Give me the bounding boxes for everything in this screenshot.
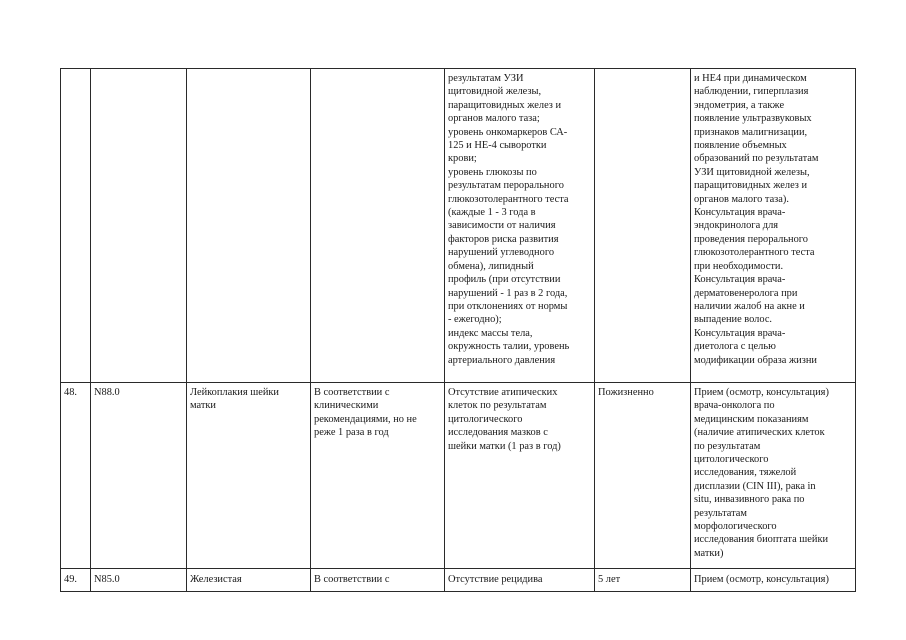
table-body bbox=[61, 69, 856, 592]
text-line: эндометрия, а также bbox=[694, 99, 785, 111]
text-line: уровень онкомаркеров СА- bbox=[448, 126, 568, 138]
text-line: матки bbox=[190, 400, 216, 412]
cell-icd-code bbox=[91, 569, 187, 592]
text-line: появление объемных bbox=[694, 140, 787, 152]
text-line: рекомендациями, но не bbox=[314, 413, 417, 425]
text-line: В соответствии с bbox=[314, 387, 390, 398]
text-line: обмена), липидный bbox=[448, 260, 534, 272]
cell-diagnosis bbox=[187, 383, 311, 569]
text-line: и НЕ4 при динамическом bbox=[694, 73, 807, 84]
cell-recommendations bbox=[691, 383, 856, 569]
cell-duration bbox=[595, 69, 691, 383]
text-line: исследования, тяжелой bbox=[694, 467, 797, 479]
text-line: исследования биоптата шейки bbox=[694, 534, 829, 546]
text-line: Консультация врача- bbox=[694, 207, 786, 219]
text-line: медицинским показаниям bbox=[694, 413, 809, 425]
text-line: щитовидной железы, bbox=[448, 86, 542, 98]
text-line: органов малого таза). bbox=[694, 193, 789, 205]
text-line: Пожизненно bbox=[598, 387, 654, 398]
text-line: клиническими bbox=[314, 400, 379, 412]
table-row-continuation bbox=[61, 69, 856, 383]
text-line: результатам УЗИ bbox=[448, 73, 524, 84]
text-line: дисплазии (CIN III), рака in bbox=[694, 480, 816, 492]
text-line: Отсутствие атипических bbox=[448, 387, 558, 398]
text-line: 125 и НЕ-4 сыворотки bbox=[448, 140, 547, 152]
text-line: клеток по результатам bbox=[448, 400, 547, 412]
text-line: наличии жалоб на акне и bbox=[694, 300, 805, 312]
text-line: Железистая bbox=[190, 574, 242, 585]
text-line: наблюдении, гиперплазия bbox=[694, 86, 809, 98]
text-line: глюкозотолерантного теста bbox=[448, 193, 569, 205]
text-line: уровень глюкозы по bbox=[448, 166, 537, 178]
text-line: Отсутствие рецидива bbox=[448, 574, 543, 585]
cell-frequency bbox=[311, 383, 445, 569]
text-line: исследования мазков с bbox=[448, 427, 548, 439]
text-line: при отклонениях от нормы bbox=[448, 300, 568, 312]
cell-diagnosis bbox=[187, 569, 311, 592]
text-line: - ежегодно); bbox=[448, 314, 502, 326]
text-line: зависимости от наличия bbox=[448, 220, 556, 232]
text-line: Прием (осмотр, консультация) bbox=[694, 387, 829, 398]
cell-recommendations bbox=[691, 569, 856, 592]
text-line: модификации образа жизни bbox=[694, 354, 817, 366]
cell-control-indicators bbox=[445, 383, 595, 569]
cell-icd-code bbox=[91, 383, 187, 569]
cell-frequency bbox=[311, 569, 445, 592]
text-line: матки) bbox=[694, 547, 724, 559]
text-line: факторов риска развития bbox=[448, 233, 559, 245]
text-line: результатам bbox=[694, 507, 747, 519]
text-line: образований по результатам bbox=[694, 153, 819, 165]
text-line: органов малого таза; bbox=[448, 113, 540, 125]
text-line: признаков малигнизации, bbox=[694, 126, 808, 138]
text-line: УЗИ щитовидной железы, bbox=[694, 166, 810, 178]
text-line: Консультация врача- bbox=[694, 327, 786, 339]
text-line: паращитовидных желез и bbox=[694, 180, 808, 192]
text-line: результатам перорального bbox=[448, 180, 564, 192]
text-line: проведения перорального bbox=[694, 233, 809, 245]
cell-recommendations bbox=[691, 69, 856, 383]
cell-icd-code bbox=[91, 69, 187, 383]
text-line: эндокринолога для bbox=[694, 220, 779, 232]
text-line: N85.0 bbox=[94, 574, 120, 585]
text-line: situ, инвазивного рака по bbox=[694, 494, 805, 506]
text-line: Лейкоплакия шейки bbox=[190, 387, 279, 398]
text-line: цитологического bbox=[694, 454, 769, 466]
text-line: выпадение волос. bbox=[694, 314, 773, 326]
text-line: паращитовидных желез и bbox=[448, 99, 562, 111]
text-line: врача-онколога по bbox=[694, 400, 775, 412]
table-row-48 bbox=[61, 383, 856, 569]
text-line: появление ультразвуковых bbox=[694, 113, 812, 125]
text-line: дерматовенеролога при bbox=[694, 287, 798, 299]
cell-number bbox=[61, 69, 91, 383]
text-line: морфологического bbox=[694, 521, 777, 533]
cell-duration bbox=[595, 383, 691, 569]
text-line: В соответствии с bbox=[314, 574, 390, 585]
text-line: шейки матки (1 раз в год) bbox=[448, 440, 561, 452]
text-line: 5 лет bbox=[598, 574, 621, 585]
cell-diagnosis bbox=[187, 69, 311, 383]
text-line: диетолога с целью bbox=[694, 341, 776, 353]
text-line: крови; bbox=[448, 153, 477, 165]
text-line: Прием (осмотр, консультация) bbox=[694, 574, 829, 585]
text-line: нарушений углеводного bbox=[448, 247, 555, 259]
text-line: (наличие атипических клеток bbox=[694, 427, 825, 439]
text-line: глюкозотолерантного теста bbox=[694, 247, 815, 259]
text-line: 48. bbox=[64, 387, 77, 398]
cell-control-indicators bbox=[445, 69, 595, 383]
text-line: окружность талии, уровень bbox=[448, 341, 570, 353]
text-line: N88.0 bbox=[94, 387, 120, 398]
text-line: индекс массы тела, bbox=[448, 327, 533, 339]
text-line: 49. bbox=[64, 574, 77, 585]
text-line: (каждые 1 - 3 года в bbox=[448, 207, 536, 219]
text-line: нарушений - 1 раз в 2 года, bbox=[448, 287, 568, 299]
cell-duration bbox=[595, 569, 691, 592]
text-line: профиль (при отсутствии bbox=[448, 274, 561, 286]
cell-control-indicators bbox=[445, 569, 595, 592]
medical-observation-table bbox=[60, 68, 856, 592]
text-line: реже 1 раза в год bbox=[314, 427, 389, 439]
text-line: по результатам bbox=[694, 440, 761, 452]
text-line: цитологического bbox=[448, 413, 523, 425]
table-row-49 bbox=[61, 569, 856, 592]
cell-number bbox=[61, 383, 91, 569]
text-line: артериального давления bbox=[448, 354, 556, 366]
cell-frequency bbox=[311, 69, 445, 383]
cell-number bbox=[61, 569, 91, 592]
text-line: Консультация врача- bbox=[694, 274, 786, 286]
text-line: при необходимости. bbox=[694, 260, 784, 272]
